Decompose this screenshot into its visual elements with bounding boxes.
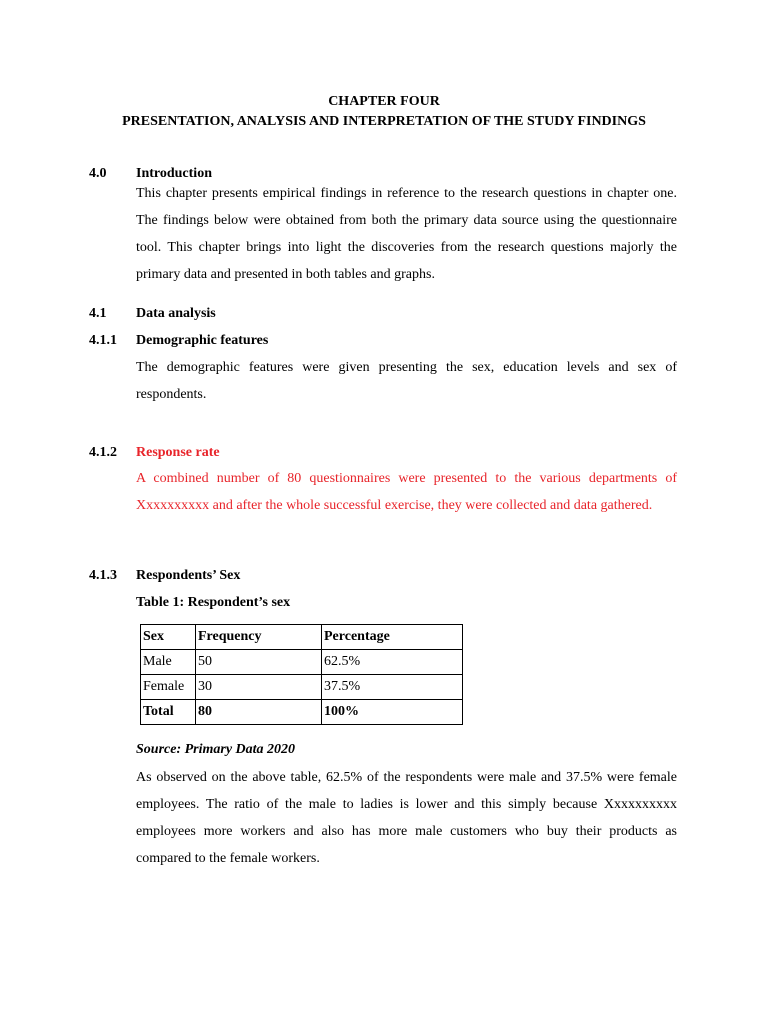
- table-row: [141, 675, 463, 700]
- respondents-sex-table: [140, 624, 463, 725]
- table-row: [141, 650, 463, 675]
- table-total-cell: 100%: [322, 700, 463, 725]
- respondents-sex-paragraph: As observed on the above table, 62.5% of the respondents were male and 37.5% were female employees. The ratio of the male to ladies is lower and this simply because Xxxxxxxxxx employees more workers and also has more male customers who buy their products as compared to the female workers.: [136, 770, 677, 866]
- section-heading-data-analysis: Data analysis: [136, 306, 216, 321]
- section-heading-response-rate: Response rate: [136, 445, 220, 460]
- table-header-cell: Frequency: [196, 625, 322, 650]
- table-cell: Female: [141, 675, 196, 700]
- section-heading-intro: Introduction: [136, 166, 212, 181]
- table-total-cell: Total: [141, 700, 196, 725]
- table-header-row: [141, 625, 463, 650]
- table-source: Source: Primary Data 2020: [136, 742, 296, 757]
- table-total-cell: 80: [196, 700, 322, 725]
- intro-paragraph: This chapter presents empirical findings in reference to the research questions in chapter one. The findings below were obtained from both the primary data source using the questionnaire tool. This chapter brings into light the discoveries from the research questions majorly the primary data and presented in both tables and graphs.: [136, 186, 677, 282]
- table-header-cell: Sex: [141, 625, 196, 650]
- section-number-data-analysis: 4.1: [89, 306, 107, 321]
- table-cell: 50: [196, 650, 322, 675]
- demographic-paragraph: The demographic features were given presenting the sex, education levels and sex of respondents.: [136, 360, 677, 402]
- section-number-respondents-sex: 4.1.3: [89, 568, 117, 583]
- table-cell: 30: [196, 675, 322, 700]
- chapter-subtitle: PRESENTATION, ANALYSIS AND INTERPRETATION OF THE STUDY FINDINGS: [122, 114, 646, 129]
- table-header-cell: Percentage: [322, 625, 463, 650]
- table-cell: 62.5%: [322, 650, 463, 675]
- table-total-row: [141, 700, 463, 725]
- response-rate-paragraph: A combined number of 80 questionnaires were presented to the various departments of Xxxxxxxxxx and after the whole successful exercise, they were collected and data gathered.: [136, 471, 677, 513]
- section-heading-respondents-sex: Respondents’ Sex: [136, 568, 241, 583]
- chapter-title: CHAPTER FOUR: [328, 94, 440, 109]
- table-cell: 37.5%: [322, 675, 463, 700]
- section-number-response-rate: 4.1.2: [89, 445, 117, 460]
- section-number-demographic: 4.1.1: [89, 333, 117, 348]
- table-caption: Table 1: Respondent’s sex: [136, 595, 291, 610]
- section-number-intro: 4.0: [89, 166, 107, 181]
- section-heading-demographic: Demographic features: [136, 333, 269, 348]
- table-cell: Male: [141, 650, 196, 675]
